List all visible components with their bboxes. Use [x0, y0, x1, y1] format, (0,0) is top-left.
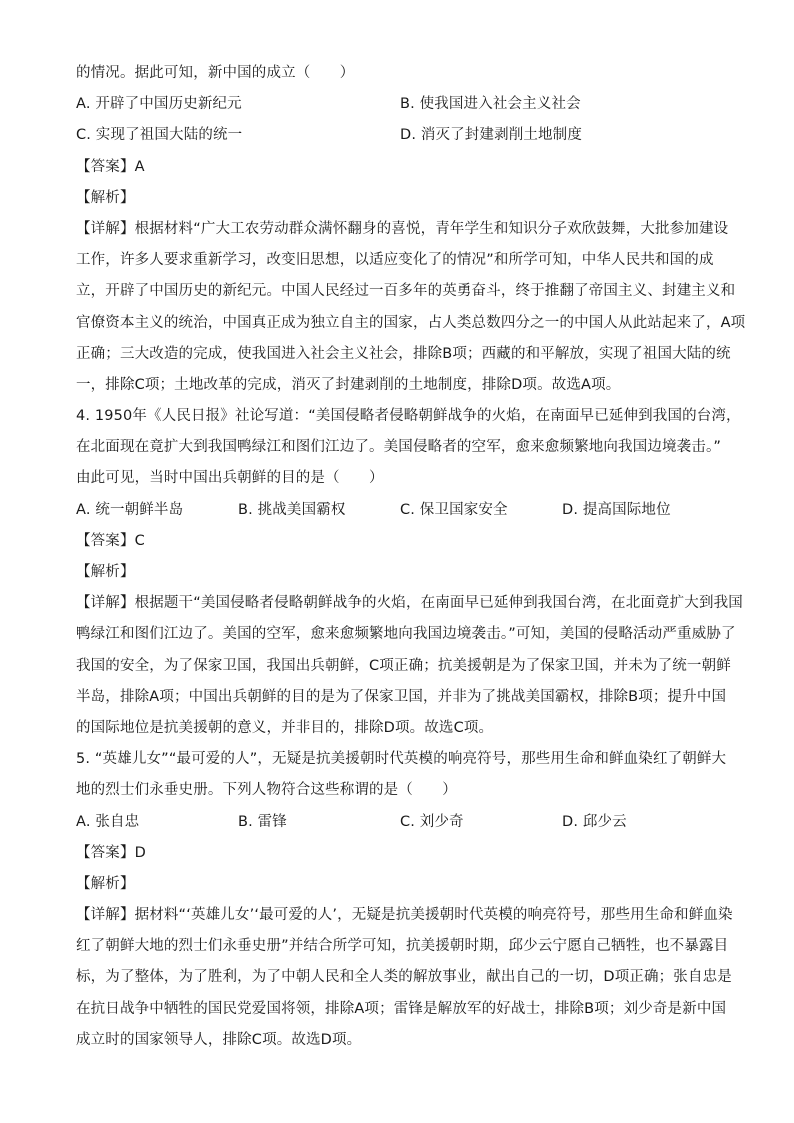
q3-detail-line: 一，排除C项；土地改革的完成，消灭了封建剥削的土地制度，排除D项。故选A项。: [76, 376, 621, 393]
q3-option-d: D. 消灭了封建剥削土地制度: [400, 127, 582, 144]
q4-detail-line: 我国的安全，为了保家卫国，我国出兵朝鲜，C项正确；抗美援朝是为了保家卫国，并未为了统一朝鲜: [76, 657, 731, 674]
q5-stem-line: 地的烈士们永垂史册。下列人物符合这些称谓的是（ ）: [76, 782, 457, 799]
q4-detail-line: 半岛，排除A项；中国出兵朝鲜的目的是为了保家卫国，并非为了挑战美国霸权，排除B项；提升中国: [76, 688, 727, 705]
q3-options-row-2: [76, 120, 718, 151]
q4-detail-line: 鸭绿江和图们江边了。美国的空军，愈来愈频繁地向我国边境袭击。”可知，美国的侵略活动严重威胁了: [76, 626, 736, 643]
q5-detail-line: 成立时的国家领导人，排除C项。故选D项。: [76, 1031, 362, 1048]
q3-detail-line: 工作，许多人要求重新学习，改变旧思想，以适应变化了的情况”和所学可知，中华人民共和国的成: [76, 252, 714, 269]
q3-detail-line: 官僚资本主义的统治，中国真正成为独立自主的国家，占人类总数四分之一的中国人从此站起来了，A项: [76, 314, 746, 331]
q3-option-b: B. 使我国进入社会主义社会: [400, 96, 581, 113]
q5-detail-line: 【详解】据材料“‘英雄儿女’‘最可爱的人’，无疑是抗美援朝时代英模的响亮符号，那些用生命和鲜血染: [76, 907, 733, 924]
q4-option-b: B. 挑战美国霸权: [238, 501, 346, 518]
q3-option-c: C. 实现了祖国大陆的统一: [76, 127, 243, 144]
q4-option-d: D. 提高国际地位: [562, 501, 671, 518]
q4-option-a: A. 统一朝鲜半岛: [76, 501, 184, 518]
q4-stem-line: 4. 1950年《人民日报》社论写道：“美国侵略者侵略朝鲜战争的火焰，在南面早已延伸到我国的台湾，: [76, 408, 741, 425]
q5-detail-line: 在抗日战争中牺牲的国民党爱国将领，排除A项；雷锋是解放军的好战士，排除B项；刘少奇是新中国: [76, 1000, 727, 1017]
q3-stem-tail: 的情况。据此可知，新中国的成立（ ）: [76, 65, 355, 81]
q5-option-a: A. 张自忠: [76, 813, 140, 830]
q3-detail-line: 【详解】根据材料“广大工农劳动群众满怀翻身的喜悦，青年学生和知识分子欢欣鼓舞，大批参加建设: [76, 220, 729, 237]
q5-stem-line: 5. “英雄儿女”“最可爱的人”，无疑是抗美援朝时代英模的响亮符号，那些用生命和鲜血染红了朝鲜大: [76, 751, 727, 768]
q3-options-row-1: [76, 89, 718, 120]
q5-detail-line: 红了朝鲜大地的烈士们永垂史册”并结合所学可知，抗美援朝时期，邱少云宁愿自己牺牲，也不暴露目: [76, 938, 729, 955]
q3-analysis-heading: 【解析】: [76, 189, 135, 206]
q5-analysis-heading: 【解析】: [76, 875, 135, 892]
q3-detail-line: 正确；三大改造的完成，使我国进入社会主义社会，排除B项；西藏的和平解放，实现了祖国大陆的统: [76, 345, 731, 362]
q4-stem-line: 由此可见，当时中国出兵朝鲜的目的是（ ）: [76, 470, 384, 487]
document-page: [76, 58, 746, 1056]
q3-answer: 【答案】A: [76, 158, 145, 175]
q4-detail-line: 【详解】根据题干“美国侵略者侵略朝鲜战争的火焰，在南面早已延伸到我国台湾，在北面竟扩大到我国: [76, 595, 743, 612]
q3-option-a: A. 开辟了中国历史新纪元: [76, 96, 242, 113]
q4-options-row: [76, 495, 718, 526]
q4-analysis-heading: 【解析】: [76, 564, 135, 580]
q5-detail-line: 标，为了整体，为了胜利，为了中朝人民和全人类的解放事业，献出自己的一切，D项正确；张自忠是: [76, 969, 732, 986]
q4-option-c: C. 保卫国家安全: [400, 501, 508, 518]
q5-options-row: [76, 807, 718, 838]
q5-option-d: D. 邱少云: [562, 813, 627, 830]
q5-option-c: C. 刘少奇: [400, 813, 464, 830]
q4-answer: 【答案】C: [76, 532, 145, 549]
q5-answer: 【答案】D: [76, 844, 146, 861]
q4-stem-line: 在北面现在竟扩大到我国鸭绿江和图们江边了。美国侵略者的空军，愈来愈频繁地向我国边境袭击。”: [76, 439, 722, 456]
q5-option-b: B. 雷锋: [238, 813, 287, 830]
q3-detail-line: 立，开辟了中国历史的新纪元。中国人民经过一百多年的英勇奋斗，终于推翻了帝国主义、封建主义和: [76, 283, 736, 300]
q4-detail-line: 的国际地位是抗美援朝的意义，并非目的，排除D项。故选C项。: [76, 719, 494, 736]
